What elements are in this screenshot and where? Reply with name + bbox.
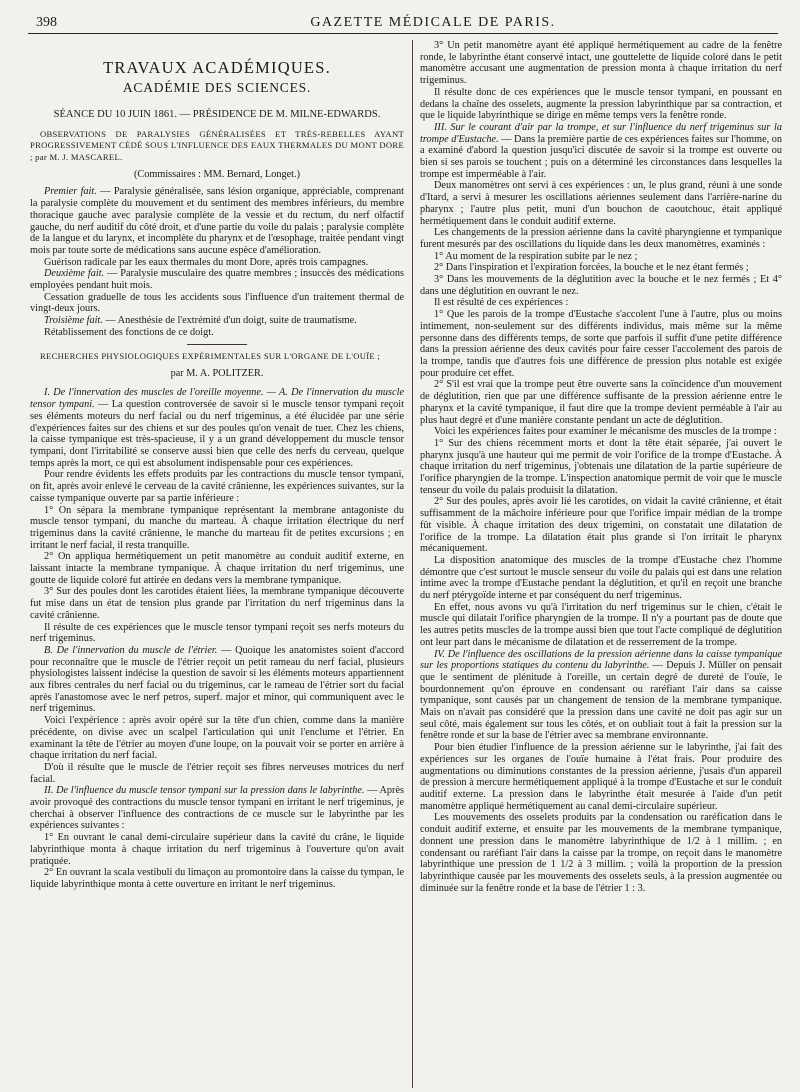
paragraph: La disposition anatomique des muscles de la trompe d'Eustache chez l'homme démontre que c'est surtout le muscle senseur du voile du palais qui est dans une relation intime avec la trompe d'Eustache pendant la déglutition, et qu'il en reçoit une branche du nerf ptérygoïde interne et par conséquent du nerf trigeminus. — [420, 554, 782, 602]
paragraph: I. De l'innervation des muscles de l'oreille moyenne. — A. De l'innervation du muscle tensor tympani. — La question controversée de savoir si le muscle tensor tympani reçoit ses éléments moteurs du nerf facial ou du nerf trigeminus, a été élucidée par une série d'expériences faites sur des chiens et sur des poules qu'on venait de tuer. Chez les chiens, la caisse tympanique est très-spacieuse, il y a un grand développement du muscle tensor tympani, dont l'irritabilité se conserve aussi bien que celle des nerfs du cerveau, quelque temps après la mort, ce qui est absolument indispensable pour ces expériences. — [30, 387, 404, 469]
memoir-title-politzer: RECHERCHES PHYSIOLOGIQUES EXPÉRIMENTALES SUR L'ORGANE DE L'OUÏE ; — [40, 350, 381, 361]
paragraph: Pour rendre évidents les effets produits par les contractions du muscle tensor tympani, on fit, après avoir enlevé le cerveau de la cavité crânienne, les expériences suivantes, sur la caisse tympanique ouverte par sa partie inférieure : — [30, 469, 404, 504]
paragraph: 3° Dans les mouvements de la déglutition avec la bouche et le nez fermés ; Et 4° dans une déglutition en ouvrant le nez. — [420, 274, 782, 297]
paragraph: 1° Sur des chiens récemment morts et dont la tête était séparée, j'ai ouvert le pharynx jusqu'à une hauteur qui me permit de voir l'orifice de la trompe d'Eustache. À chaque irritation du nerf trigeminus, j'obtenais une dilatation de la partie supérieure de l'orifice pharyngien de la trompe. L'inspection anatomique permit de voir que le muscle tenseur du voile du palais produisit la dilatation. — [420, 437, 782, 496]
page-number: 398 — [36, 15, 57, 30]
paragraph: Il résulte de ces expériences que le muscle tensor tympani reçoit ses nerfs moteurs du nerf trigeminus. — [30, 621, 404, 645]
paragraph: III. Sur le courant d'air par la trompe, et sur l'influence du nerf trigeminus sur la trompe d'Eustache. — Dans la première partie de ces expériences faites sur l'homme, on a examiné d'abord la question jusqu'ici discutée de savoir si la trompe est ouverte ou bien si ses parois se touchent ; puis on a déterminé les circonstances dans lesquelles la trompe est imperméable à l'air. — [420, 121, 782, 180]
paragraph: 3° Sur des poules dont les carotides étaient liées, la membrane tympanique découverte fut mise dans un état de tension plus grande par l'irritation du nerf trigeminus dans la cavité crânienne. — [30, 586, 404, 621]
journal-title: GAZETTE MÉDICALE DE PARIS. — [310, 15, 556, 30]
paragraph: II. De l'influence du muscle tensor tympani sur la pression dans le labyrinthe. — Après avoir provoqué des contractions du muscle tensor tympani en irritant le nerf trigeminus, je cherchai à observer l'influence des contractions de ce muscle sur le labyrinthe par les expériences suivantes : — [30, 785, 404, 832]
paragraph: Les mouvements des osselets produits par la condensation ou raréfication dans le conduit auditif externe, et ensuite par les mouvements de la membrane tympanique, donnent une pression dans le manomètre labyrinthique de 1/2 à 1 millim. ; en condensant ou raréfiant l'air dans la caisse par la trompe, on reçoit dans le manomètre labyrinthique une pression de 1 1/2 à 3 millim. ; voilà la proportion de la pression labyrinthique causée par les mouvements des osselets seuls, à la pression augmentée ou diminuée sur la fenêtre ronde et la base de l'étrier 1 : 3. — [420, 812, 782, 894]
page-header — [28, 14, 778, 34]
paragraph: Voici l'expérience : après avoir opéré sur la tête d'un chien, comme dans la manière précédente, on divise avec un scalpel l'articulation qui unit l'enclume et l'étrier. En examinant la tête de l'étrier au moyen d'une loupe, on la pouvait voir se porter en arrière à chaque irritation du nerf facial. — [30, 715, 404, 762]
paragraph: En effet, nous avons vu qu'à l'irritation du nerf trigeminus sur le chien, c'était le muscle qui dilatait l'orifice pharyngien de la trompe. Il n'y a pourtant pas de doute que les autres petits muscles de la trompe aussi bien que tout l'acte compliqué de déglutition ont leur part dans le mécanisme de dilatation et de resserrement de la trompe. — [420, 601, 782, 648]
paragraph: Deuxième fait. — Paralysie musculaire des quatre membres ; insuccès des médications employées pendant huit mois. — [30, 268, 404, 292]
paragraph: 1° En ouvrant le canal demi-circulaire supérieur dans la cavité du crâne, le liquide labyrinthique monta à chaque irritation du nerf trigeminus à l'ouverture qu'on avait pratiquée. — [30, 832, 404, 867]
paragraph: 2° En ouvrant la scala vestibuli du limaçon au promontoire dans la caisse du tympan, le liquide labyrinthique monta à cette ouverture en irritant le nerf trigeminus. — [30, 867, 404, 890]
paragraph: Deux manomètres ont servi à ces expériences : un, le plus grand, réuni à une sonde d'Itard, a servi à mesurer les oscillations aériennes seulement dans l'arrière-narine du pharynx ; l'autre plus petit, muni d'un bouchon de caoutchouc, était appliqué hermétiquement dans le conduit auditif externe. — [420, 180, 782, 227]
paragraph: Voici les expériences faites pour examiner le mécanisme des muscles de la trompe : — [434, 426, 777, 438]
paragraph: 1° Au moment de la respiration subite par le nez ; — [434, 250, 638, 262]
paragraph: 1° On sépara la membrane tympanique représentant la membrane antagoniste du muscle tensor tympani, du manche du marteau. À chaque irritation électrique du nerf trigeminus dans la cavité crânienne, le manche du marteau fit de petites excursions ; en irritant le nerf facial, il resta tranquille. — [30, 504, 404, 551]
paragraph: Guérison radicale par les eaux thermales du mont Dore, après trois campagnes. — [44, 256, 369, 268]
paragraph: B. De l'innervation du muscle de l'étrier. — Quoique les anatomistes soient d'accord pour reconnaître que le muscle de l'étrier reçoit un petit rameau du nerf facial, plusieurs physiologistes laissent indécise la question de savoir si les éléments moteurs appartiennent aux fibres centrales du nerf facial ou du trigeminus, car le rameau de l'étrier sort du facial après l'anastomose avec le nerf petros, superf. major et minor, qui communiquent avec le nerf trigeminus. — [30, 644, 404, 715]
paragraph: Premier fait. — Paralysie généralisée, sans lésion organique, appréciable, comprenant la paralysie complète du mouvement et du sentiment des membres inférieurs, du membre thoracique gauche avec paralysie complète de la vessie et du rectum, du nerf olfactif gauche, du nerf auditif du côté droit, et d'une partie du voile du palais ; paralysie complète de la langue et du larynx, et incomplète du pharynx et de l'œsophage, traitée pendant vingt mois par toute sorte de médications sans aucune espèce d'amélioration. — [30, 186, 404, 256]
memoir-title-mascarel: OBSERVATIONS DE PARALYSIES GÉNÉRALISÉES ET TRÈS-REBELLES AYANT PROGRESSIVEMENT CÉDÉ SOUS L'INFLUENCE DES EAUX THERMALES DU MONT DORE ; par M. J. MASCAREL. — [30, 129, 404, 162]
column-separator — [412, 40, 413, 1088]
paragraph: Troisième fait. — Anesthésie de l'extrémité d'un doigt, suite de traumatisme. — [44, 315, 357, 327]
right-column — [420, 40, 782, 1090]
paragraph: Les changements de la pression aérienne dans la cavité pharyngienne et tympanique furent mesurés par des oscillations du liquide dans les deux manomètres, examinés : — [420, 227, 782, 250]
paragraph: Pour bien étudier l'influence de la pression aérienne sur le labyrinthe, j'ai fait des expériences sur les organes de l'ouïe humaine à l'état frais. Pour produire des augmentations ou diminutions constantes de la pression aérienne, j'usais d'un appareil de pression à mercure hermétiquement appliqué à la trompe d'Eustache et sur le conduit auditif externe. La pression dans le labyrinthe était mesurée à l'aide d'un petit manomètre appliqué hermétiquement au canal demi-circulaire supérieur. — [420, 742, 782, 812]
paragraph: Il résulte donc de ces expériences que le muscle tensor tympani, en poussant en dedans la chaîne des osselets, augmente la pression labyrinthique par sa contraction, et que le liquide labyrinthique se dirige en même temps vers la fenêtre ronde. — [420, 86, 782, 122]
paragraph: 1° Que les parois de la trompe d'Eustache s'accolent l'une à l'autre, plus ou moins intimement, non-seulement sur des différents individus, mais même sur la même personne dans des différents temps, de sorte que parfois il suffit d'une petite différence dans la pression aérienne des deux cavités pour faire cesser l'accolement des parois de la trompe, tandis que d'autres fois une différence de pression plus notable est exigée pour produire cet effet. — [420, 309, 782, 379]
divider — [187, 344, 247, 345]
seance-line: SÉANCE DU 10 JUIN 1861. — PRÉSIDENCE DE M. MILNE-EDWARDS. — [53, 109, 381, 121]
commissaires-line: (Commissaires : MM. Bernard, Longet.) — [134, 168, 300, 180]
section-title: TRAVAUX ACADÉMIQUES. — [103, 58, 331, 77]
left-column — [30, 40, 404, 1090]
paragraph: Rétablissement des fonctions de ce doigt. — [44, 326, 214, 338]
paragraph: 3° Un petit manomètre ayant été appliqué hermétiquement au cadre de la fenêtre ronde, le labyrinthe étant conservé intact, une gouttelette de liquide coloré dans le petit manomètre accusant une augmentation de pression monta à chaque irritation du nerf trigeminus. — [420, 40, 782, 87]
paragraph: 2° On appliqua hermétiquement un petit manomètre au conduit auditif externe, en laissant intacte la membrane tympanique. À chaque irritation du nerf trigeminus, une goutte de liquide coloré fut attirée en dedans vers la membrane tympanique. — [30, 551, 404, 586]
memoir-author: par M. A. POLITZER. — [170, 367, 264, 379]
paragraph: IV. De l'influence des oscillations de la pression aérienne dans la caisse tympanique sur les proportions statiques du contenu du labyrinthe. — Depuis J. Müller on pensait que le sentiment de plénitude à l'oreille, un certain degré de dureté de l'ouïe, le bourdonnement qu'on éprouve en condensant ou raréfiant l'air dans sa caisse tympanique, sont causés par un changement de tension de la membrane tympanique. Mais on n'avait pas considéré que la pression dans une cavité ne doit pas agir sur un seul côté, mais également sur tous les côtés, et on oubliait tout à fait la pression sur la fenêtre ronde et sur la base de l'étrier avec sa membrane environnante. — [420, 648, 782, 742]
paragraph: Cessation graduelle de tous les accidents sous l'influence d'un traitement thermal de vingt-deux jours. — [30, 291, 404, 315]
subsection-title: ACADÉMIE DES SCIENCES. — [122, 79, 312, 95]
paragraph: 2° Dans l'inspiration et l'expiration forcées, la bouche et le nez étant fermés ; — [434, 262, 749, 274]
paragraph: Il est résulté de ces expériences : — [434, 297, 569, 309]
paragraph: D'où il résulte que le muscle de l'étrier reçoit ses fibres nerveuses motrices du nerf facial. — [30, 761, 404, 785]
paragraph: 2° Sur des poules, après avoir lié les carotides, on vidait la cavité crânienne, et était suffisamment de la mâchoire inférieure pour que l'orifice impair médian de la trompe fût visible. À chaque irritation des deux trigemini, on constatait une dilatation de l'orifice de la trompe. La dilatation était plus grande si l'on irritait le pharynx mécaniquement. — [420, 496, 782, 555]
paragraph: 2° S'il est vrai que la trompe peut être ouverte sans la coïncidence d'un mouvement de déglutition, rien que par une différence suffisante de la pression aérienne entre le pharynx et la cavité tympanique, il faut dire que la trompe devient perméable à l'air au plus haut degré et d'une manière constante pendant un acte de déglutition. — [420, 379, 782, 426]
